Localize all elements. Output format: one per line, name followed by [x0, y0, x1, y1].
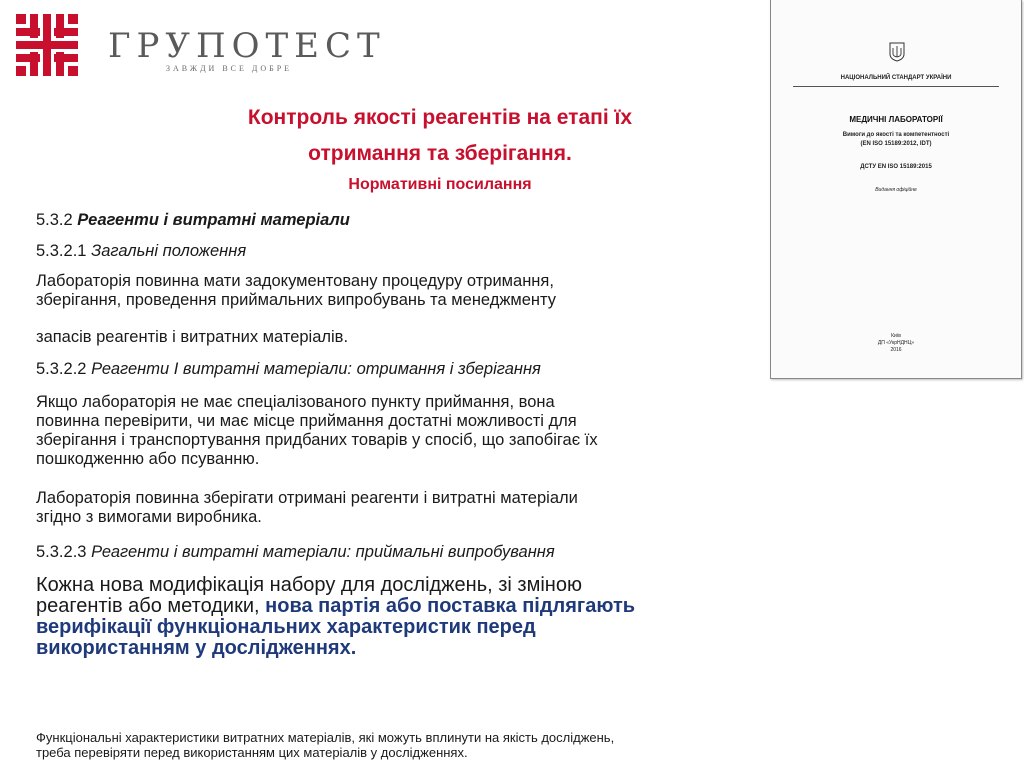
section-5-3-2-2	[36, 360, 541, 379]
page-subtitle: Нормативні посилання	[348, 176, 532, 193]
paragraph-procedure	[36, 272, 556, 310]
text-line: зберігання, проведення приймальних випробувань та менеджменту	[36, 291, 557, 309]
logo-tagline: ЗАВЖДИ ВСЕ ДОБРЕ	[166, 64, 293, 73]
section-number: 5.3.2.3	[36, 543, 87, 561]
footer-note	[36, 730, 826, 760]
section-title: Реагенти І витратні матеріали: отримання і зберігання	[91, 360, 541, 378]
doc-divider	[793, 86, 999, 87]
text-line: Лабораторія повинна мати задокументовану процедуру отримання,	[36, 272, 554, 290]
footer-line: Функціональні характеристики витратних матеріалів, які можуть вплинути на якість досліджень,	[36, 730, 615, 745]
page-title-line1: Контроль якості реагентів на етапі їх	[247, 106, 633, 129]
text-line: реагентів або методики,	[36, 595, 260, 617]
section-5-3-2	[36, 211, 350, 230]
logo-name: ГРУПОТЕСТ	[108, 26, 386, 66]
section-number: 5.3.2.2	[36, 360, 87, 378]
doc-title: МЕДИЧНІ ЛАБОРАТОРІЇ	[849, 115, 943, 124]
highlight-text: нова партія або поставка підлягають	[265, 595, 636, 617]
doc-publisher: ДП «УкрНДНЦ»	[877, 340, 915, 346]
section-title: Реагенти і витратні матеріали: приймальні випробування	[91, 543, 555, 561]
highlight-text: використанням у дослідженнях.	[36, 637, 357, 659]
page-title	[160, 100, 720, 172]
doc-subtitle: Вимоги до якості та компетентності	[842, 132, 950, 138]
doc-dstu-code: ДСТУ EN ISO 15189:2015	[860, 164, 932, 170]
section-5-3-2-1	[36, 242, 246, 261]
text-line: повинна перевірити, чи має місце приймання достатні можливості для	[36, 412, 577, 430]
doc-city: Київ	[891, 333, 901, 339]
section-number: 5.3.2.1	[36, 242, 87, 260]
section-title: Загальні положення	[91, 242, 247, 260]
text-line: Лабораторія повинна зберігати отримані реагенти і витратні матеріали	[36, 489, 578, 507]
text-line: запасів реагентів і витратних матеріалів.	[36, 328, 349, 346]
coat-of-arms-icon	[889, 42, 905, 62]
section-number: 5.3.2	[36, 211, 73, 229]
doc-standard-label: НАЦІОНАЛЬНИЙ СТАНДАРТ УКРАЇНИ	[840, 75, 952, 81]
text-line: зберігання і транспортування придбаних товарів у спосіб, що запобігає їх	[36, 431, 598, 449]
paragraph-verification	[36, 575, 635, 659]
text-line: пошкодженню або псуванню.	[36, 450, 260, 468]
paragraph-procedure-end	[36, 328, 348, 347]
doc-edition: Видання офіційне	[875, 187, 917, 193]
doc-subtitle-code: (EN ISO 15189:2012, IDT)	[860, 141, 932, 147]
company-logo	[16, 14, 386, 74]
logo-ornament-icon	[16, 14, 78, 76]
footer-line: треба перевіряти перед використанням цих матеріалів у дослідженнях.	[36, 745, 468, 760]
doc-year: 2016	[890, 347, 902, 353]
standard-document-image	[770, 0, 1022, 379]
paragraph-receiving	[36, 393, 598, 469]
section-title: Реагенти і витратні матеріали	[77, 211, 350, 229]
page-title-line2: отримання та зберігання.	[308, 142, 572, 165]
paragraph-storage	[36, 489, 578, 527]
highlight-text: верифікації функціональних характеристик перед	[36, 616, 536, 638]
text-line: Кожна нова модифікація набору для досліджень, зі зміною	[36, 574, 582, 596]
text-line: згідно з вимогами виробника.	[36, 508, 262, 526]
text-line: Якщо лабораторія не має спеціалізованого пункту приймання, вона	[36, 393, 555, 411]
section-5-3-2-3	[36, 543, 555, 562]
